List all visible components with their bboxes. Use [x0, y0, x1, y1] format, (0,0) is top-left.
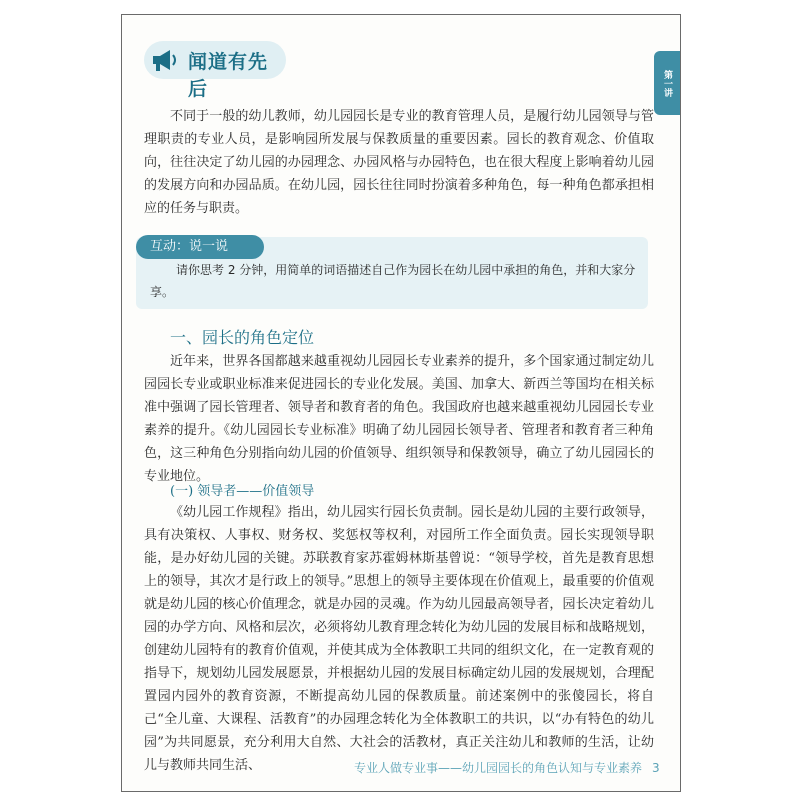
- banner-title: 闻道有先后: [188, 51, 269, 100]
- subsection-heading: (一) 领导者——价值领导: [170, 484, 315, 499]
- section-banner: [144, 41, 286, 100]
- section-paragraph: 近年来，世界各国都越来越重视幼儿园园长专业素养的提升，多个国家通过制定幼儿园园长专业或职业标准来促进园长的专业化发展。美国、加拿大、新西兰等国均在相关标准中强调了园长管理者、领导者和教育者的角色。我国政府也越来越重视幼儿园园长专业素养的提升。《幼儿园园长专业标准》明确了幼儿园园长领导者、管理者和教育者三种角色，这三种角色分别指向幼儿园的价值领导、组织领导和保教领导，确立了幼儿园园长的专业地位。: [144, 354, 654, 484]
- intro-paragraph: 不同于一般的幼儿教师，幼儿园园长是专业的教育管理人员，是履行幼儿园领导与管理职责的专业人员，是影响园所发展与保教质量的重要因素。园长的教育观念、价值取向，往往决定了幼儿园的办园理念、办园风格与办园特色，也在很大程度上影响着幼儿园的发展方向和办园品质。在幼儿园，园长往往同时扮演着多种角色，每一种角色都承担相应的任务与职责。: [144, 109, 654, 216]
- section-heading: 一、园长的角色定位: [170, 328, 315, 347]
- chapter-tab: 第一讲: [654, 51, 680, 115]
- subsection-paragraph: 《幼儿园工作规程》指出，幼儿园实行园长负责制。园长是幼儿园的主要行政领导，具有决策权、人事权、财务权、奖惩权等权利，对园所工作全面负责。园长实现领导职能，是办好幼儿园的关键。苏联教育家苏霍姆林斯基曾说：“领导学校，首先是教育思想上的领导，其次才是行政上的领导。”思想上的领导主要体现在价值观上，最重要的价值观就是幼儿园的核心价值理念，就是办园的灵魂。作为幼儿园最高领导者，园长决定着幼儿园的办学方向、风格和层次，必须将幼儿教育理念转化为幼儿园的发展目标和战略规划，创建幼儿园特有的教育价值观，并使其成为全体教职工共同的组织文化，在一定教育观的指导下，规划幼儿园发展愿景，并根据幼儿园的发展目标确定幼儿园的发展规划，合理配置园内园外的教育资源，不断提高幼儿园的保教质量。前述案例中的张傻园长，将自己“全儿童、大课程、活教育”的办园理念转化为全体教职工的共识，以“办有特色的幼儿园”为共同愿景，充分利用大自然、大社会的活教材，真正关注幼儿和教师的生活，让幼儿与教师共同生活、: [144, 505, 654, 773]
- interaction-text: 请你思考 2 分钟，用简单的词语描述自己作为园长在幼儿园中承担的角色，并和大家分享。: [150, 263, 636, 299]
- interaction-tag: 互动：说一说: [136, 235, 264, 259]
- book-page: [121, 14, 681, 792]
- megaphone-icon: [150, 47, 178, 73]
- page-footer: [354, 759, 660, 776]
- page-number: 3: [652, 761, 660, 775]
- footer-title: 专业人做专业事——幼儿园园长的角色认知与专业素养: [354, 761, 643, 775]
